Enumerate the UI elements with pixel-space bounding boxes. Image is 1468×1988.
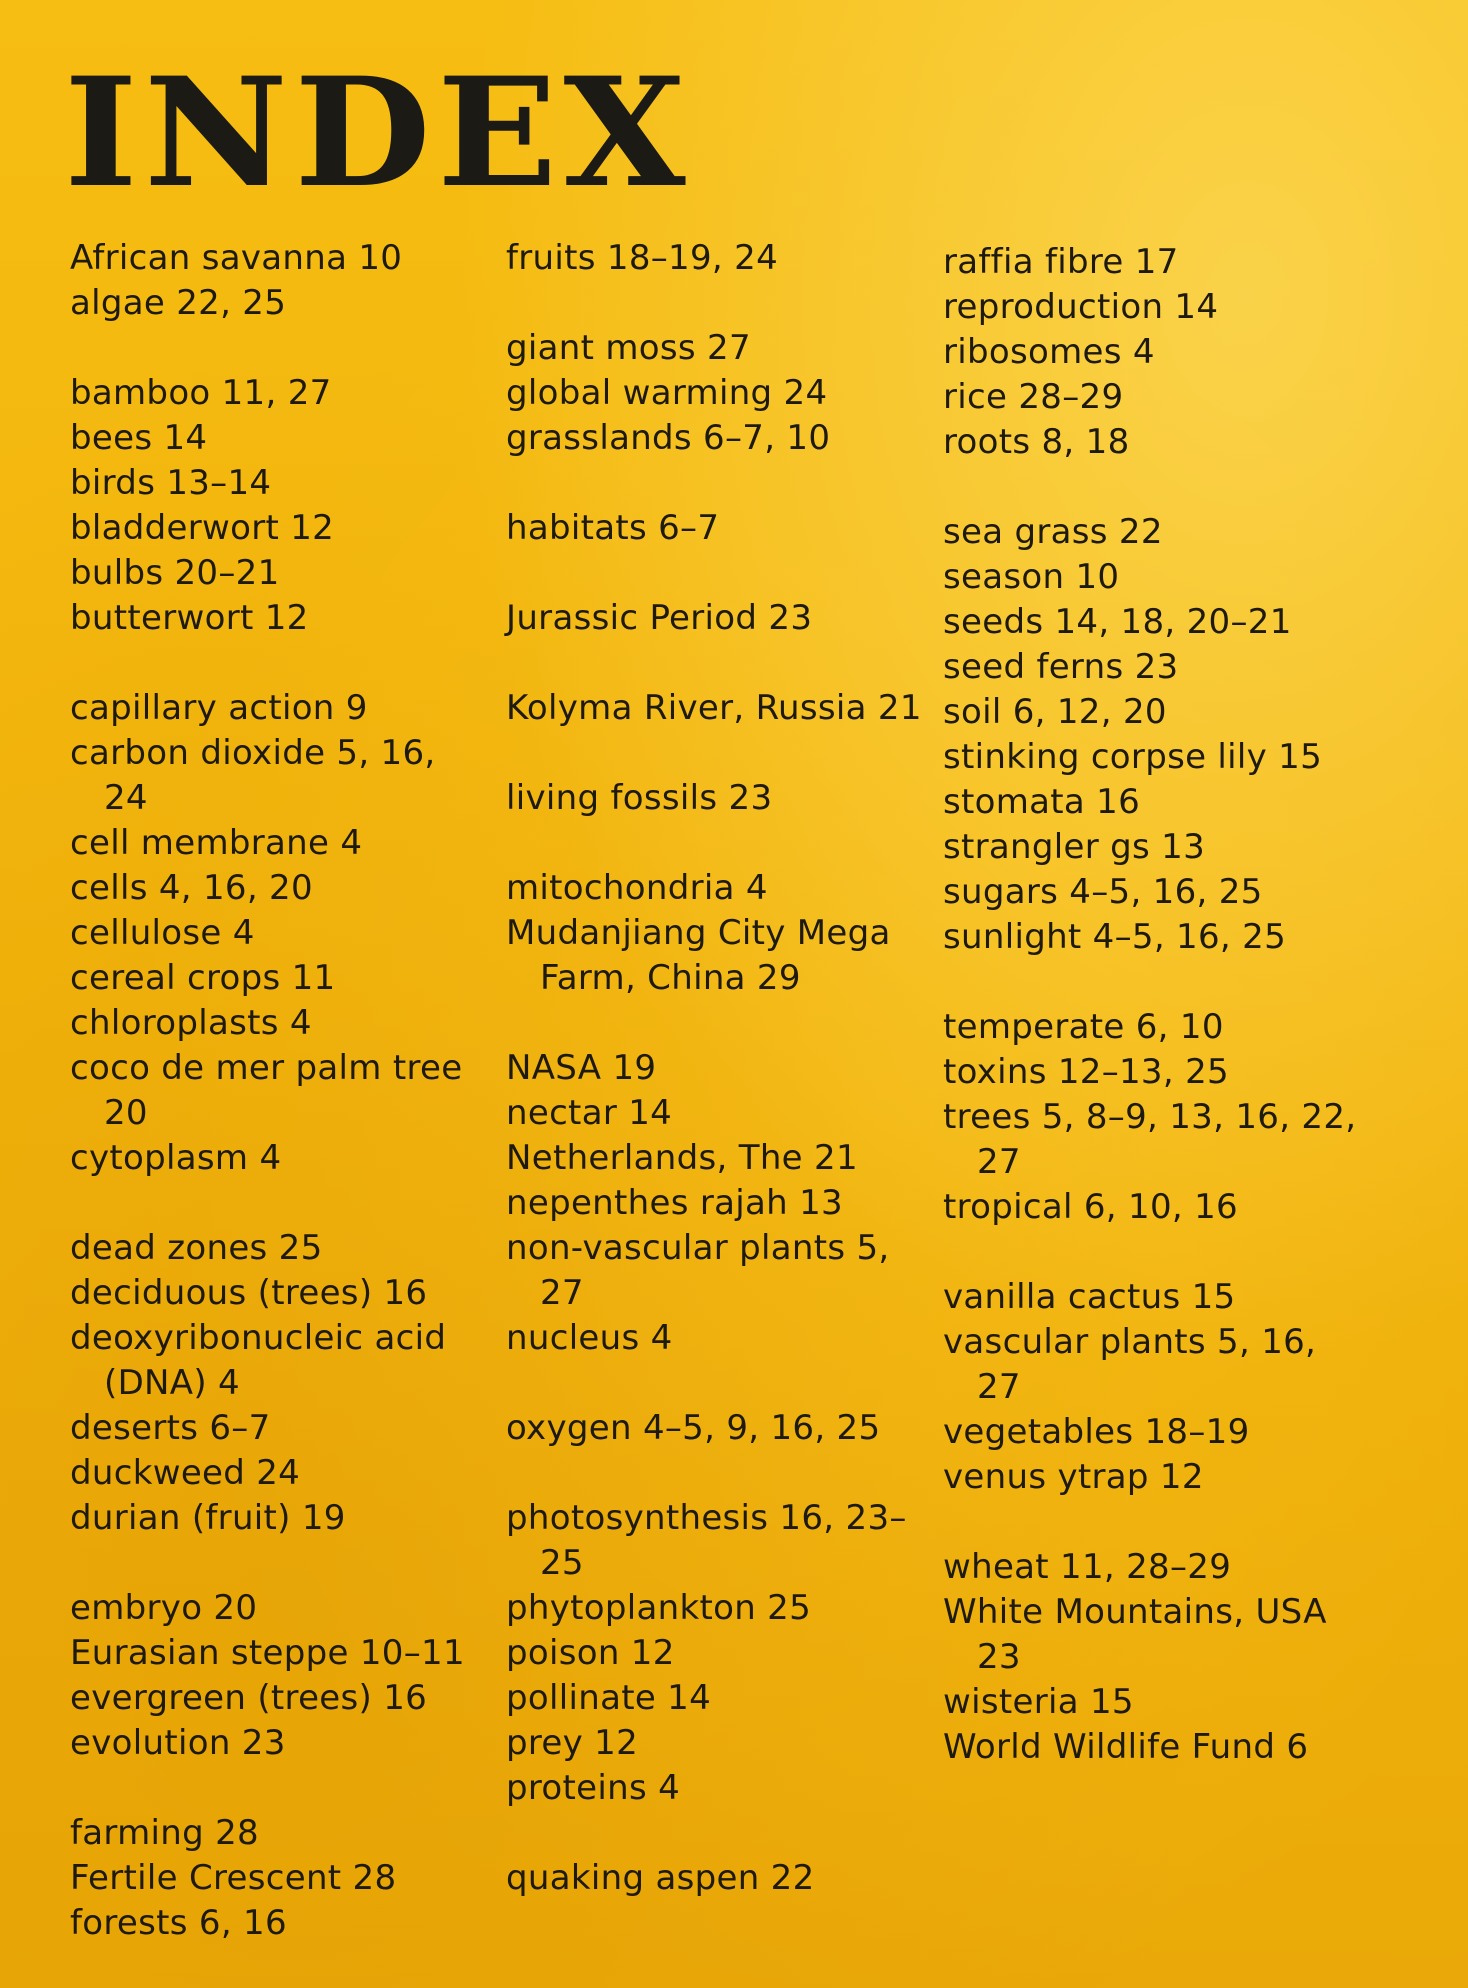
index-entry: photosynthesis 16, 23–25: [506, 1498, 907, 1583]
index-entry: fruits 18–19, 24: [506, 238, 779, 278]
index-entry: ribosomes 4: [943, 332, 1155, 372]
index-entry: evergreen (trees) 16: [70, 1678, 428, 1718]
index-entry: nepenthes rajah 13: [506, 1183, 843, 1223]
index-entry: White Mountains, USA 23: [943, 1592, 1327, 1677]
index-entry: Jurassic Period 23: [506, 598, 813, 638]
index-entry: phytoplankton 25: [506, 1588, 812, 1628]
index-entry: deserts 6–7: [70, 1408, 271, 1448]
index-entry: bees 14: [70, 418, 208, 458]
index-entry: venus ytrap 12: [943, 1457, 1204, 1497]
index-column-3: [943, 240, 1363, 1770]
index-entry: mitochondria 4: [506, 868, 768, 908]
index-entry: stomata 16: [943, 782, 1141, 822]
section-gap: [506, 1361, 926, 1406]
index-entry: World Wildlife Fund 6: [943, 1727, 1309, 1767]
index-entry: rice 28–29: [943, 377, 1124, 417]
index-entry: coco de mer palm tree 20: [70, 1048, 463, 1133]
section-gap: [506, 281, 926, 326]
section-gap: [506, 1001, 926, 1046]
index-entry: durian (fruit) 19: [70, 1498, 346, 1538]
index-entry: bulbs 20–21: [70, 553, 280, 593]
index-entry: tropical 6, 10, 16: [943, 1187, 1238, 1227]
index-entry: embryo 20: [70, 1588, 258, 1628]
index-entry: giant moss 27: [506, 328, 751, 368]
section-gap: [506, 731, 926, 776]
index-entry: butterwort 12: [70, 598, 309, 638]
index-entry: cereal crops 11: [70, 958, 336, 998]
section-gap: [506, 821, 926, 866]
index-entry: Eurasian steppe 10–11: [70, 1633, 465, 1673]
index-entry: cellulose 4: [70, 913, 255, 953]
index-entry: Netherlands, The 21: [506, 1138, 858, 1178]
index-entry: farming 28: [70, 1813, 259, 1853]
index-entry: dead zones 25: [70, 1228, 323, 1268]
section-gap: [506, 1451, 926, 1496]
index-entry: vanilla cactus 15: [943, 1277, 1236, 1317]
index-entry: sea grass 22: [943, 512, 1163, 552]
section-gap: [70, 326, 490, 371]
index-entry: Mudanjiang City Mega Farm, China 29: [506, 913, 891, 998]
index-entry: deoxyribonucleic acid (DNA) 4: [70, 1318, 447, 1403]
index-entry: cells 4, 16, 20: [70, 868, 313, 908]
index-entry: non-vascular plants 5, 27: [506, 1228, 890, 1313]
index-entry: sugars 4–5, 16, 25: [943, 872, 1263, 912]
index-entry: wisteria 15: [943, 1682, 1134, 1722]
index-entry: seed ferns 23: [943, 647, 1179, 687]
index-entry: capillary action 9: [70, 688, 368, 728]
index-entry: algae 22, 25: [70, 283, 287, 323]
index-column-1: [70, 236, 490, 1946]
index-entry: stinking corpse lily 15: [943, 737, 1323, 777]
section-gap: [506, 551, 926, 596]
index-entry: vegetables 18–19: [943, 1412, 1250, 1452]
index-entry: NASA 19: [506, 1048, 657, 1088]
index-entry: bladderwort 12: [70, 508, 335, 548]
index-entry: trees 5, 8–9, 13, 16, 22, 27: [943, 1097, 1357, 1182]
index-entry: oxygen 4–5, 9, 16, 25: [506, 1408, 881, 1448]
page-title: INDEX: [64, 45, 692, 221]
index-entry: global warming 24: [506, 373, 828, 413]
index-entry: chloroplasts 4: [70, 1003, 312, 1043]
section-gap: [943, 1230, 1363, 1275]
index-entry: forests 6, 16: [70, 1903, 287, 1943]
index-entry: deciduous (trees) 16: [70, 1273, 428, 1313]
index-entry: African savanna 10: [70, 238, 403, 278]
index-entry: nectar 14: [506, 1093, 673, 1133]
section-gap: [70, 1181, 490, 1226]
index-entry: vascular plants 5, 16, 27: [943, 1322, 1317, 1407]
index-entry: cytoplasm 4: [70, 1138, 282, 1178]
index-entry: grasslands 6–7, 10: [506, 418, 831, 458]
index-entry: poison 12: [506, 1633, 675, 1673]
section-gap: [506, 1811, 926, 1856]
index-entry: roots 8, 18: [943, 422, 1130, 462]
index-column-2: [506, 236, 926, 1901]
section-gap: [943, 960, 1363, 1005]
index-entry: strangler gs 13: [943, 827, 1206, 867]
index-entry: duckweed 24: [70, 1453, 301, 1493]
index-entry: sunlight 4–5, 16, 25: [943, 917, 1286, 957]
index-entry: bamboo 11, 27: [70, 373, 332, 413]
index-entry: quaking aspen 22: [506, 1858, 815, 1898]
index-entry: soil 6, 12, 20: [943, 692, 1167, 732]
section-gap: [943, 1500, 1363, 1545]
section-gap: [506, 641, 926, 686]
index-entry: Fertile Crescent 28: [70, 1858, 397, 1898]
index-entry: birds 13–14: [70, 463, 272, 503]
section-gap: [506, 461, 926, 506]
index-entry: cell membrane 4: [70, 823, 363, 863]
index-entry: carbon dioxide 5, 16, 24: [70, 733, 436, 818]
index-entry: reproduction 14: [943, 287, 1219, 327]
index-entry: pollinate 14: [506, 1678, 712, 1718]
index-entry: temperate 6, 10: [943, 1007, 1224, 1047]
section-gap: [70, 1541, 490, 1586]
index-entry: habitats 6–7: [506, 508, 720, 548]
index-entry: living fossils 23: [506, 778, 773, 818]
index-entry: wheat 11, 28–29: [943, 1547, 1232, 1587]
index-entry: proteins 4: [506, 1768, 681, 1808]
index-entry: toxins 12–13, 25: [943, 1052, 1229, 1092]
index-entry: Kolyma River, Russia 21: [506, 688, 922, 728]
section-gap: [943, 465, 1363, 510]
section-gap: [70, 641, 490, 686]
index-entry: prey 12: [506, 1723, 639, 1763]
index-entry: raffia fibre 17: [943, 242, 1179, 282]
index-entry: evolution 23: [70, 1723, 286, 1763]
index-entry: nucleus 4: [506, 1318, 673, 1358]
index-entry: seeds 14, 18, 20–21: [943, 602, 1292, 642]
index-entry: season 10: [943, 557, 1120, 597]
section-gap: [70, 1766, 490, 1811]
